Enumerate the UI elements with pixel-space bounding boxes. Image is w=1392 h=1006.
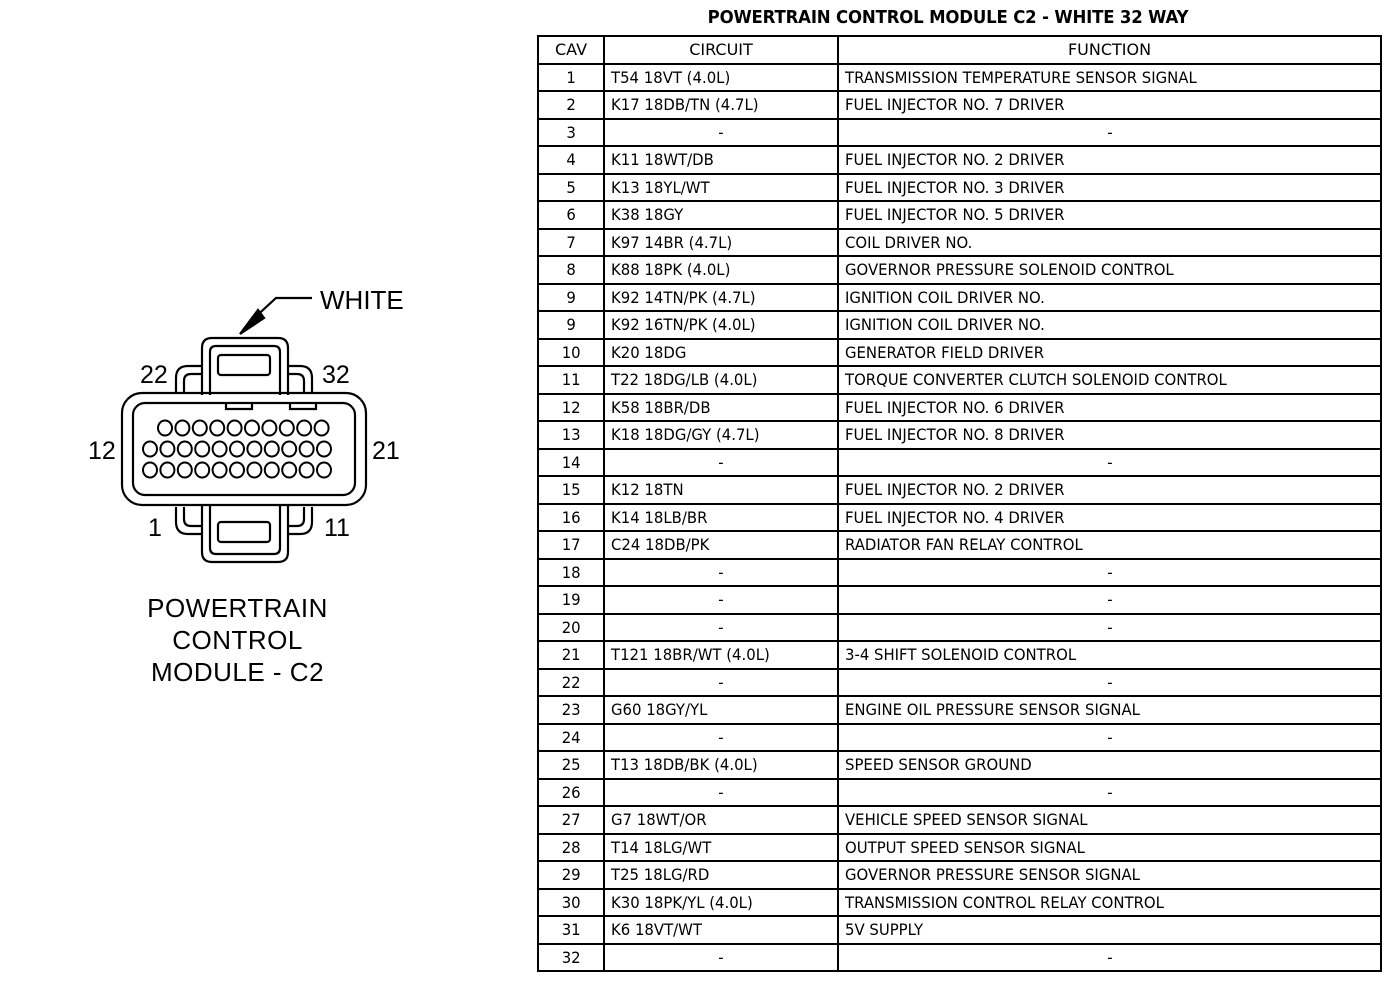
cav-cell <box>538 696 604 724</box>
cav-cell-text: 22 <box>561 672 581 692</box>
cav-cell-text: 9 <box>566 287 576 307</box>
cav-cell <box>538 779 604 807</box>
table-row <box>538 641 1381 669</box>
cav-cell-text: 11 <box>561 370 581 390</box>
table-row <box>538 504 1381 532</box>
cavity-hole <box>297 421 311 436</box>
function-cell-text: FUEL INJECTOR NO. 5 DRIVER <box>845 205 1065 225</box>
caption-line: POWERTRAIN <box>147 593 328 623</box>
cav-cell <box>538 559 604 587</box>
circuit-cell-text: K14 18LB/BR <box>611 507 708 527</box>
function-cell-text: TRANSMISSION TEMPERATURE SENSOR SIGNAL <box>845 67 1197 87</box>
function-cell <box>838 284 1381 312</box>
cavity-hole <box>178 442 192 457</box>
function-cell-text: - <box>1106 562 1113 582</box>
cav-cell-text: 23 <box>561 700 581 720</box>
table-row <box>538 174 1381 202</box>
function-cell-text: TORQUE CONVERTER CLUTCH SOLENOID CONTROL <box>845 370 1227 390</box>
cav-cell-text: 28 <box>561 837 581 857</box>
cavity-hole <box>230 442 244 457</box>
function-cell <box>838 641 1381 669</box>
cavity-hole <box>195 463 209 478</box>
cav-cell-text: 19 <box>561 590 581 610</box>
cav-cell-text: 13 <box>561 425 581 445</box>
circuit-cell <box>604 174 838 202</box>
cavity-hole <box>230 463 244 478</box>
function-cell-text: FUEL INJECTOR NO. 3 DRIVER <box>845 177 1065 197</box>
circuit-cell <box>604 834 838 862</box>
function-cell <box>838 916 1381 944</box>
cav-cell <box>538 64 604 92</box>
table-header-row <box>538 36 1381 64</box>
cavity-hole <box>143 442 157 457</box>
function-cell <box>838 64 1381 92</box>
circuit-cell-text: - <box>718 782 724 802</box>
cav-cell <box>538 146 604 174</box>
circuit-cell <box>604 91 838 119</box>
table-row <box>538 861 1381 889</box>
cav-cell <box>538 284 604 312</box>
cavity-hole <box>175 421 189 436</box>
circuit-cell-text: T14 18LG/WT <box>611 837 712 857</box>
circuit-cell-text: G60 18GY/YL <box>611 700 708 720</box>
pin-label-12: 12 <box>88 437 116 465</box>
cavity-hole <box>143 463 157 478</box>
cav-cell-text: 10 <box>561 342 581 362</box>
function-cell <box>838 119 1381 147</box>
cavity-hole <box>265 463 279 478</box>
cav-cell-text: 7 <box>566 232 576 252</box>
header-cav: CAV <box>538 36 604 64</box>
function-cell-text: FUEL INJECTOR NO. 4 DRIVER <box>845 507 1065 527</box>
cavity-hole <box>300 463 314 478</box>
function-cell <box>838 861 1381 889</box>
cav-cell-text: 14 <box>561 452 581 472</box>
cav-cell <box>538 834 604 862</box>
circuit-cell <box>604 366 838 394</box>
table-row <box>538 366 1381 394</box>
cav-cell-text: 1 <box>566 67 576 87</box>
function-cell-text: - <box>1106 727 1113 747</box>
circuit-cell <box>604 339 838 367</box>
circuit-cell <box>604 614 838 642</box>
caption-line: CONTROL <box>172 625 303 655</box>
table-row <box>538 229 1381 257</box>
cav-cell <box>538 751 604 779</box>
cav-cell-text: 25 <box>561 755 581 775</box>
table-row <box>538 779 1381 807</box>
function-cell <box>838 531 1381 559</box>
circuit-cell <box>604 146 838 174</box>
cav-cell <box>538 394 604 422</box>
table-row <box>538 394 1381 422</box>
function-cell <box>838 779 1381 807</box>
cav-cell-text: 18 <box>561 562 581 582</box>
cavity-hole <box>280 421 294 436</box>
cav-cell <box>538 724 604 752</box>
cavity-hole <box>247 463 261 478</box>
cav-cell-text: 27 <box>561 810 581 830</box>
cav-cell <box>538 311 604 339</box>
function-cell-text: COIL DRIVER NO. <box>845 232 973 252</box>
cav-cell-text: 8 <box>566 260 576 280</box>
table-row <box>538 614 1381 642</box>
table-row <box>538 696 1381 724</box>
pinout-table <box>537 35 1382 972</box>
circuit-cell-text: - <box>718 727 724 747</box>
circuit-cell-text: K13 18YL/WT <box>611 177 710 197</box>
circuit-cell-text: G7 18WT/OR <box>611 810 707 830</box>
pin-label-1: 1 <box>148 514 162 542</box>
circuit-cell <box>604 229 838 257</box>
cavity-hole <box>210 421 224 436</box>
function-cell <box>838 394 1381 422</box>
header-circuit: CIRCUIT <box>604 36 838 64</box>
circuit-cell <box>604 284 838 312</box>
cav-cell-text: 24 <box>561 727 581 747</box>
cav-cell <box>538 889 604 917</box>
cavity-hole <box>317 442 331 457</box>
circuit-cell-text: T25 18LG/RD <box>611 865 710 885</box>
cav-cell <box>538 944 604 972</box>
table-row <box>538 559 1381 587</box>
circuit-cell-text: T13 18DB/BK (4.0L) <box>611 755 758 775</box>
function-cell <box>838 944 1381 972</box>
table-row <box>538 751 1381 779</box>
circuit-cell-text: K11 18WT/DB <box>611 150 714 170</box>
pin-label-11: 11 <box>324 514 350 542</box>
cav-cell-text: 16 <box>561 507 581 527</box>
cavity-hole <box>213 442 227 457</box>
function-cell <box>838 696 1381 724</box>
function-cell <box>838 724 1381 752</box>
cav-cell-text: 3 <box>566 122 576 142</box>
circuit-cell-text: T22 18DG/LB (4.0L) <box>611 370 758 390</box>
function-cell <box>838 449 1381 477</box>
circuit-cell-text: K17 18DB/TN (4.7L) <box>611 95 759 115</box>
cav-cell <box>538 669 604 697</box>
cav-cell <box>538 91 604 119</box>
pin-label-32: 32 <box>322 361 350 389</box>
circuit-cell <box>604 201 838 229</box>
function-cell <box>838 889 1381 917</box>
function-cell-text: IGNITION COIL DRIVER NO. <box>845 287 1045 307</box>
function-cell-text: - <box>1106 672 1113 692</box>
cav-cell <box>538 256 604 284</box>
function-cell <box>838 559 1381 587</box>
function-cell <box>838 174 1381 202</box>
circuit-cell <box>604 696 838 724</box>
table-row <box>538 889 1381 917</box>
function-cell-text: FUEL INJECTOR NO. 2 DRIVER <box>845 150 1065 170</box>
connector-diagram <box>0 0 520 1006</box>
function-cell <box>838 339 1381 367</box>
cav-cell-text: 12 <box>561 397 581 417</box>
table-row <box>538 724 1381 752</box>
circuit-cell <box>604 421 838 449</box>
function-cell-text: - <box>1106 782 1113 802</box>
cav-cell-text: 2 <box>566 95 576 115</box>
circuit-cell-text: K88 18PK (4.0L) <box>611 260 731 280</box>
circuit-cell <box>604 916 838 944</box>
circuit-cell-text: K12 18TN <box>611 480 684 500</box>
function-cell <box>838 311 1381 339</box>
circuit-cell-text: T54 18VT (4.0L) <box>611 67 731 87</box>
function-cell-text: GOVERNOR PRESSURE SENSOR SIGNAL <box>845 865 1140 885</box>
cav-cell <box>538 229 604 257</box>
cav-cell <box>538 504 604 532</box>
cav-cell-text: 4 <box>566 150 576 170</box>
cav-cell <box>538 916 604 944</box>
circuit-cell-text: K38 18GY <box>611 205 684 225</box>
circuit-cell <box>604 504 838 532</box>
cav-cell-text: 29 <box>561 865 581 885</box>
cav-cell <box>538 339 604 367</box>
circuit-cell <box>604 641 838 669</box>
connector-caption <box>100 592 375 688</box>
function-cell <box>838 366 1381 394</box>
table-row <box>538 916 1381 944</box>
function-cell <box>838 256 1381 284</box>
circuit-cell-text: - <box>718 562 724 582</box>
circuit-cell-text: - <box>718 947 724 967</box>
cavity-hole <box>315 421 329 436</box>
cavity-hole <box>247 442 261 457</box>
cav-cell <box>538 421 604 449</box>
function-cell <box>838 586 1381 614</box>
circuit-cell <box>604 751 838 779</box>
cav-cell-text: 21 <box>561 645 581 665</box>
table-row <box>538 146 1381 174</box>
circuit-cell <box>604 889 838 917</box>
circuit-cell <box>604 669 838 697</box>
function-cell-text: FUEL INJECTOR NO. 6 DRIVER <box>845 397 1065 417</box>
circuit-cell <box>604 119 838 147</box>
cavity-hole <box>300 442 314 457</box>
cavity-hole <box>195 442 209 457</box>
cavity-hole <box>245 421 259 436</box>
function-cell <box>838 669 1381 697</box>
function-cell <box>838 201 1381 229</box>
function-cell-text: RADIATOR FAN RELAY CONTROL <box>845 535 1083 555</box>
function-cell-text: - <box>1106 617 1113 637</box>
cav-cell <box>538 476 604 504</box>
circuit-cell <box>604 476 838 504</box>
cav-cell-text: 20 <box>561 617 581 637</box>
circuit-cell-text: K6 18VT/WT <box>611 920 702 940</box>
cav-cell-text: 31 <box>561 920 581 940</box>
table-row <box>538 311 1381 339</box>
table-row <box>538 64 1381 92</box>
circuit-cell <box>604 724 838 752</box>
circuit-cell-text: T121 18BR/WT (4.0L) <box>611 645 770 665</box>
table-row <box>538 284 1381 312</box>
cav-cell <box>538 614 604 642</box>
circuit-cell <box>604 861 838 889</box>
circuit-cell-text: K92 14TN/PK (4.7L) <box>611 287 756 307</box>
function-cell-text: - <box>1106 590 1113 610</box>
cav-cell-text: 6 <box>566 205 576 225</box>
cav-cell-text: 26 <box>561 782 581 802</box>
table-row <box>538 586 1381 614</box>
function-cell <box>838 229 1381 257</box>
cavity-hole <box>160 463 174 478</box>
circuit-cell <box>604 559 838 587</box>
cav-cell <box>538 201 604 229</box>
circuit-cell-text: K58 18BR/DB <box>611 397 711 417</box>
cavity-hole <box>265 442 279 457</box>
function-cell <box>838 91 1381 119</box>
circuit-cell <box>604 256 838 284</box>
circuit-cell-text: K18 18DG/GY (4.7L) <box>611 425 760 445</box>
function-cell-text: TRANSMISSION CONTROL RELAY CONTROL <box>845 892 1164 912</box>
circuit-cell <box>604 586 838 614</box>
cavity-hole <box>262 421 276 436</box>
color-label: WHITE <box>320 285 404 315</box>
function-cell-text: ENGINE OIL PRESSURE SENSOR SIGNAL <box>845 700 1140 720</box>
table-row <box>538 449 1381 477</box>
cavity-hole <box>282 442 296 457</box>
table-row <box>538 669 1381 697</box>
function-cell-text: - <box>1106 452 1113 472</box>
cav-cell-text: 17 <box>561 535 581 555</box>
cav-cell-text: 9 <box>566 315 576 335</box>
circuit-cell <box>604 64 838 92</box>
function-cell <box>838 806 1381 834</box>
table-row <box>538 421 1381 449</box>
pointer-arrowhead <box>240 310 264 334</box>
table-row <box>538 806 1381 834</box>
circuit-cell-text: K92 16TN/PK (4.0L) <box>611 315 756 335</box>
cavity-hole <box>228 421 242 436</box>
function-cell-text: OUTPUT SPEED SENSOR SIGNAL <box>845 837 1085 857</box>
function-cell-text: 3-4 SHIFT SOLENOID CONTROL <box>845 645 1077 665</box>
circuit-cell-text: K97 14BR (4.7L) <box>611 232 733 252</box>
function-cell <box>838 476 1381 504</box>
function-cell-text: FUEL INJECTOR NO. 7 DRIVER <box>845 95 1065 115</box>
header-function: FUNCTION <box>838 36 1381 64</box>
circuit-cell <box>604 449 838 477</box>
circuit-cell <box>604 311 838 339</box>
cavity-hole <box>158 421 172 436</box>
cavity-hole <box>193 421 207 436</box>
table-row <box>538 834 1381 862</box>
cav-cell <box>538 449 604 477</box>
cav-cell <box>538 174 604 202</box>
table-row <box>538 91 1381 119</box>
cav-cell <box>538 806 604 834</box>
cavity-hole <box>160 442 174 457</box>
table-row <box>538 476 1381 504</box>
pin-label-22: 22 <box>140 361 168 389</box>
table-row <box>538 531 1381 559</box>
circuit-cell <box>604 944 838 972</box>
function-cell <box>838 614 1381 642</box>
cav-cell-text: 5 <box>566 177 576 197</box>
circuit-cell <box>604 531 838 559</box>
cavity-hole <box>178 463 192 478</box>
cav-cell <box>538 119 604 147</box>
circuit-cell <box>604 779 838 807</box>
function-cell <box>838 421 1381 449</box>
function-cell-text: GOVERNOR PRESSURE SOLENOID CONTROL <box>845 260 1174 280</box>
cav-cell <box>538 531 604 559</box>
cav-cell-text: 15 <box>561 480 581 500</box>
cav-cell-text: 30 <box>561 892 581 912</box>
function-cell-text: IGNITION COIL DRIVER NO. <box>845 315 1045 335</box>
table-title: POWERTRAIN CONTROL MODULE C2 - WHITE 32 WAY <box>707 7 1189 28</box>
cavity-hole <box>282 463 296 478</box>
circuit-cell-text: - <box>718 590 724 610</box>
function-cell-text: FUEL INJECTOR NO. 8 DRIVER <box>845 425 1065 445</box>
cav-cell <box>538 586 604 614</box>
cavity-grid <box>143 421 331 478</box>
function-cell-text: SPEED SENSOR GROUND <box>845 755 1032 775</box>
function-cell-text: VEHICLE SPEED SENSOR SIGNAL <box>845 810 1088 830</box>
cav-cell-text: 32 <box>561 947 581 967</box>
function-cell <box>838 834 1381 862</box>
cavity-hole <box>317 463 331 478</box>
function-cell-text: - <box>1106 122 1113 142</box>
table-row <box>538 944 1381 972</box>
cav-cell <box>538 641 604 669</box>
cavity-hole <box>213 463 227 478</box>
circuit-cell-text: - <box>718 452 724 472</box>
table-row <box>538 119 1381 147</box>
function-cell <box>838 751 1381 779</box>
caption-line: MODULE - C2 <box>150 657 325 687</box>
circuit-cell-text: - <box>718 122 724 142</box>
function-cell <box>838 504 1381 532</box>
circuit-cell-text: C24 18DB/PK <box>611 535 710 555</box>
table-row <box>538 256 1381 284</box>
circuit-cell <box>604 394 838 422</box>
circuit-cell-text: - <box>718 672 724 692</box>
function-cell-text: FUEL INJECTOR NO. 2 DRIVER <box>845 480 1065 500</box>
cav-cell <box>538 366 604 394</box>
function-cell-text: 5V SUPPLY <box>845 920 924 940</box>
circuit-cell-text: - <box>718 617 724 637</box>
function-cell-text: GENERATOR FIELD DRIVER <box>845 342 1045 362</box>
circuit-cell-text: K30 18PK/YL (4.0L) <box>611 892 753 912</box>
cav-cell <box>538 861 604 889</box>
circuit-cell <box>604 806 838 834</box>
circuit-cell-text: K20 18DG <box>611 342 687 362</box>
pin-label-21: 21 <box>372 437 400 465</box>
function-cell <box>838 146 1381 174</box>
function-cell-text: - <box>1106 947 1113 967</box>
table-row <box>538 201 1381 229</box>
table-row <box>538 339 1381 367</box>
